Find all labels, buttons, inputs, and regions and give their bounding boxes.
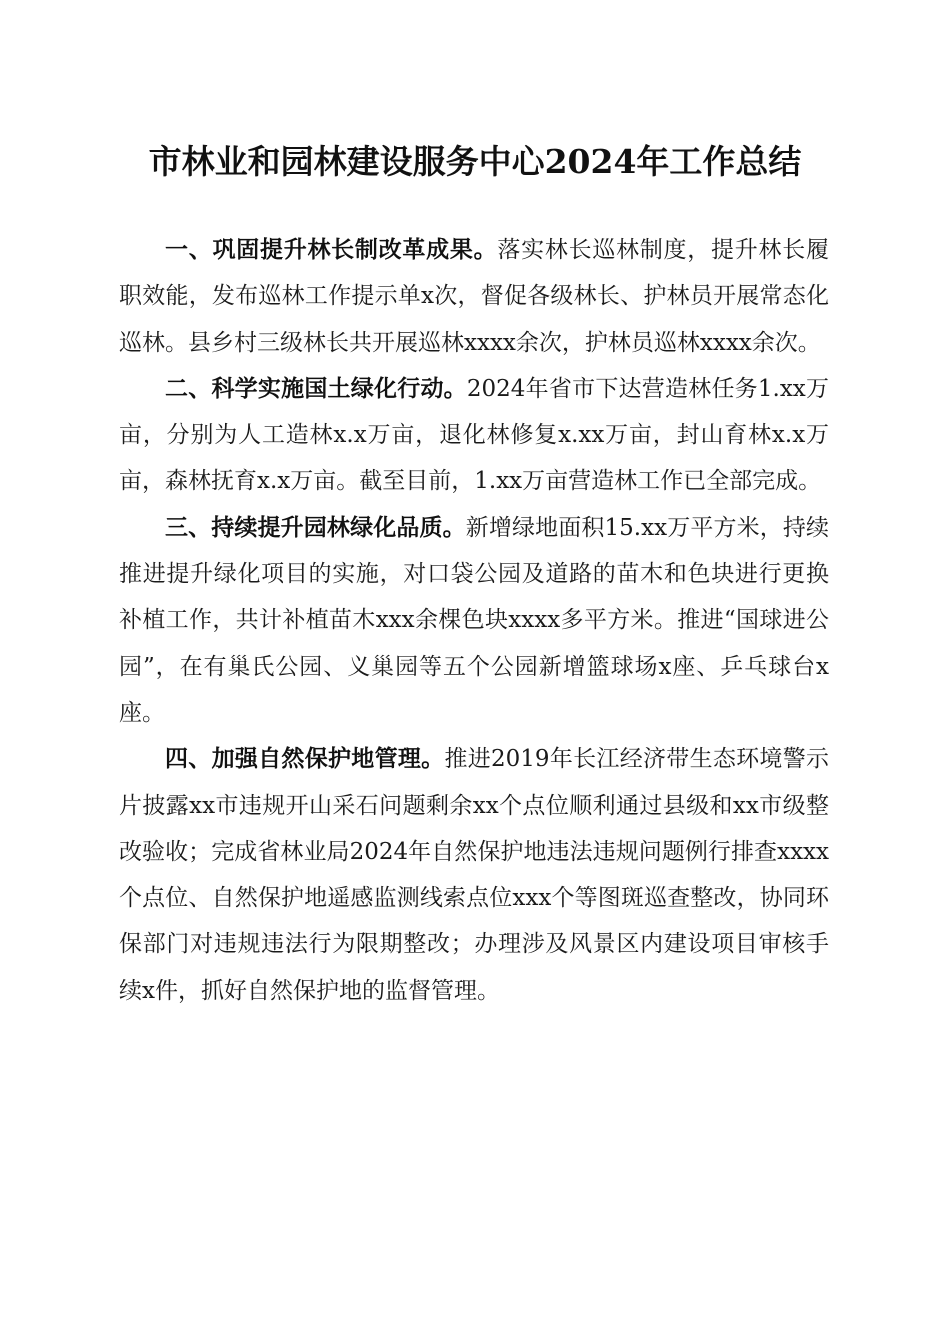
document-title: 市林业和园林建设服务中心2024年工作总结: [148, 142, 802, 181]
paragraph-text: 新增绿地面积15.xx万平方米，持续推进提升绿化项目的实施，对口袋公园及道路的苗木和色块进行更换补植工作，共计补植苗木xxx余棵色块xxxx多平方米。推进“国球进公园”，在有巢氏公园、义巢园等五个公园新增篮球场x座、乒乓球台x座。: [119, 514, 829, 726]
section-heading: 一、巩固提升林长制改革成果。: [165, 237, 498, 263]
document-body: [119, 227, 829, 1014]
paragraph-garden-greening: [119, 505, 829, 736]
paragraph-nature-reserve: [119, 736, 829, 1014]
section-heading: 二、科学实施国土绿化行动。: [165, 375, 467, 402]
paragraph-text: 落实林长巡林制度，提升林长履职效能，发布巡林工作提示单x次，督促各级林长、护林员开展常态化巡林。县乡村三级林长共开展巡林xxxx余次，护林员巡林xxxx余次。: [119, 237, 830, 356]
paragraph-land-greening: [119, 366, 829, 505]
paragraph-text: 2024年省市下达营造林任务1.xx万亩，分别为人工造林x.x万亩，退化林修复x.xx万亩，封山育林x.x万亩，森林抚育x.x万亩。截至目前，1.xx万亩营造林工作已全部完成。: [119, 375, 830, 495]
section-heading: 三、持续提升园林绿化品质。: [165, 514, 466, 541]
paragraph-text: 推进2019年长江经济带生态环境警示片披露xx市违规开山采石问题剩余xx个点位顺利通过县级和xx市级整改验收；完成省林业局2024年自然保护地违法违规问题例行排查xxxx个点位、自然保护地遥感监测线索点位xxx个等图斑巡查整改，协同环保部门对违规违法行为限期整改；办理涉及风景区内建设项目审核手续x件，抓好自然保护地的监督管理。: [119, 746, 829, 1004]
section-heading: 四、加强自然保护地管理。: [165, 746, 445, 773]
paragraph-forest-chief-system: [119, 227, 829, 366]
